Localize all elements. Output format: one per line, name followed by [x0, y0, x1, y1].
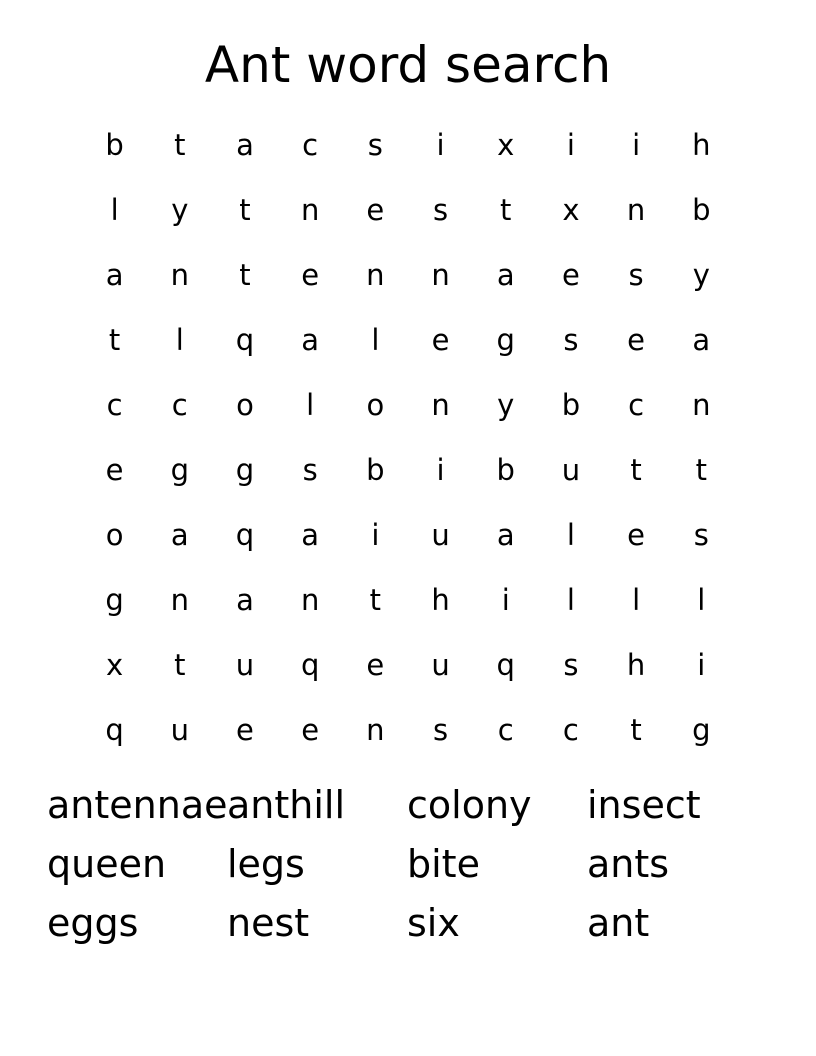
grid-cell: q — [235, 322, 255, 357]
word-list-item: bite — [407, 842, 480, 886]
grid-cell: x — [562, 192, 580, 227]
grid-cell: q — [105, 712, 124, 747]
grid-cell: a — [170, 517, 189, 552]
grid-cell: s — [563, 647, 579, 682]
grid-cell: o — [105, 517, 124, 552]
grid-cell: s — [432, 712, 449, 747]
grid-cell: e — [301, 257, 320, 292]
grid-cell: b — [561, 387, 581, 422]
grid-cell: t — [239, 192, 251, 227]
grid-cell: a — [301, 517, 320, 552]
grid-cell: a — [301, 322, 320, 357]
grid-cell: c — [106, 387, 123, 422]
grid-cell: l — [110, 192, 119, 227]
grid-cell: t — [695, 452, 707, 487]
grid-cell: c — [497, 712, 514, 747]
grid-cell: n — [170, 257, 189, 292]
grid-cell: g — [692, 712, 711, 747]
grid-cell: l — [566, 582, 575, 617]
grid-cell: a — [692, 322, 711, 357]
grid-cell: n — [366, 257, 385, 292]
grid-cell: u — [431, 647, 450, 682]
grid-cell: b — [366, 452, 385, 487]
grid-cell: c — [628, 387, 645, 422]
grid-cell: l — [697, 582, 706, 617]
grid-cell: t — [500, 192, 512, 227]
grid-cell: u — [431, 517, 450, 552]
word-list — [47, 776, 767, 953]
grid-cell: n — [431, 257, 450, 292]
letter-grid — [82, 112, 734, 762]
grid-cell: a — [496, 257, 515, 292]
grid-cell: q — [300, 647, 320, 682]
grid-cell: b — [692, 192, 711, 227]
grid-cell: u — [170, 712, 189, 747]
grid-cell: c — [562, 712, 579, 747]
grid-cell: x — [106, 647, 124, 682]
grid-cell: h — [692, 127, 711, 162]
grid-cell: x — [497, 127, 515, 162]
grid-cell: i — [436, 452, 445, 487]
grid-cell: t — [630, 712, 642, 747]
grid-cell: i — [566, 127, 575, 162]
grid-cell: s — [367, 127, 383, 162]
grid-cell: n — [300, 582, 320, 617]
grid-cell: q — [496, 647, 515, 682]
word-list-item: nest — [227, 901, 310, 945]
grid-cell: a — [496, 517, 515, 552]
grid-cell: s — [432, 192, 449, 227]
grid-cell: u — [235, 647, 255, 682]
grid-cell: n — [692, 387, 711, 422]
grid-cell: o — [236, 387, 254, 422]
grid-cell: g — [235, 452, 255, 487]
grid-cell: e — [366, 192, 385, 227]
grid-cell: i — [697, 647, 706, 682]
word-list-item: ant — [587, 901, 650, 945]
grid-cell: g — [105, 582, 124, 617]
grid-cell: n — [431, 387, 450, 422]
grid-cell: e — [366, 647, 385, 682]
grid-cell: e — [561, 257, 580, 292]
grid-cell: h — [431, 582, 450, 617]
grid-cell: i — [501, 582, 510, 617]
grid-cell: l — [632, 582, 641, 617]
grid-cell: i — [436, 127, 445, 162]
grid-cell: t — [174, 647, 186, 682]
grid-cell: t — [239, 257, 251, 292]
grid-cell: t — [630, 452, 642, 487]
grid-cell: n — [366, 712, 385, 747]
grid-cell: u — [561, 452, 581, 487]
page-title: Ant word search — [204, 36, 612, 94]
grid-cell: l — [566, 517, 575, 552]
word-list-item: legs — [227, 842, 305, 886]
grid-cell: e — [236, 712, 254, 747]
grid-cell: a — [236, 127, 254, 162]
grid-cell: n — [170, 582, 189, 617]
grid-cell: n — [300, 192, 320, 227]
grid-cell: e — [105, 452, 124, 487]
grid-cell: q — [235, 517, 255, 552]
grid-cell: a — [236, 582, 254, 617]
word-list-item: queen — [47, 842, 167, 886]
word-list-item: insect — [587, 783, 701, 827]
grid-cell: l — [175, 322, 184, 357]
grid-cell: y — [497, 387, 515, 422]
grid-cell: s — [302, 452, 318, 487]
grid-cell: e — [301, 712, 320, 747]
grid-cell: c — [171, 387, 188, 422]
grid-cell: s — [628, 257, 644, 292]
grid-cell: t — [108, 322, 121, 357]
grid-cell: a — [105, 257, 124, 292]
grid-cell: b — [105, 127, 124, 162]
grid-cell: l — [306, 387, 315, 422]
grid-cell: g — [496, 322, 515, 357]
word-list-item: ants — [587, 842, 670, 886]
grid-cell: e — [627, 517, 646, 552]
grid-cell: t — [369, 582, 382, 617]
grid-cell: e — [627, 322, 646, 357]
grid-cell: y — [171, 192, 189, 227]
grid-cell: o — [366, 387, 385, 422]
grid-cell: g — [170, 452, 189, 487]
grid-cell: s — [563, 322, 579, 357]
grid-cell: e — [431, 322, 450, 357]
grid-cell: s — [693, 517, 709, 552]
grid-cell: y — [692, 257, 710, 292]
grid-cell: t — [174, 127, 186, 162]
word-list-item: anthill — [227, 783, 346, 827]
grid-cell: h — [626, 647, 646, 682]
grid-cell: i — [371, 517, 380, 552]
word-list-item: antennae — [47, 783, 228, 827]
grid-cell: c — [302, 127, 319, 162]
word-list-item: six — [407, 901, 460, 945]
grid-cell: i — [632, 127, 641, 162]
grid-cell: l — [371, 322, 380, 357]
grid-cell: b — [496, 452, 515, 487]
word-list-item: eggs — [47, 901, 139, 945]
word-list-item: colony — [407, 783, 532, 827]
grid-cell: n — [626, 192, 646, 227]
